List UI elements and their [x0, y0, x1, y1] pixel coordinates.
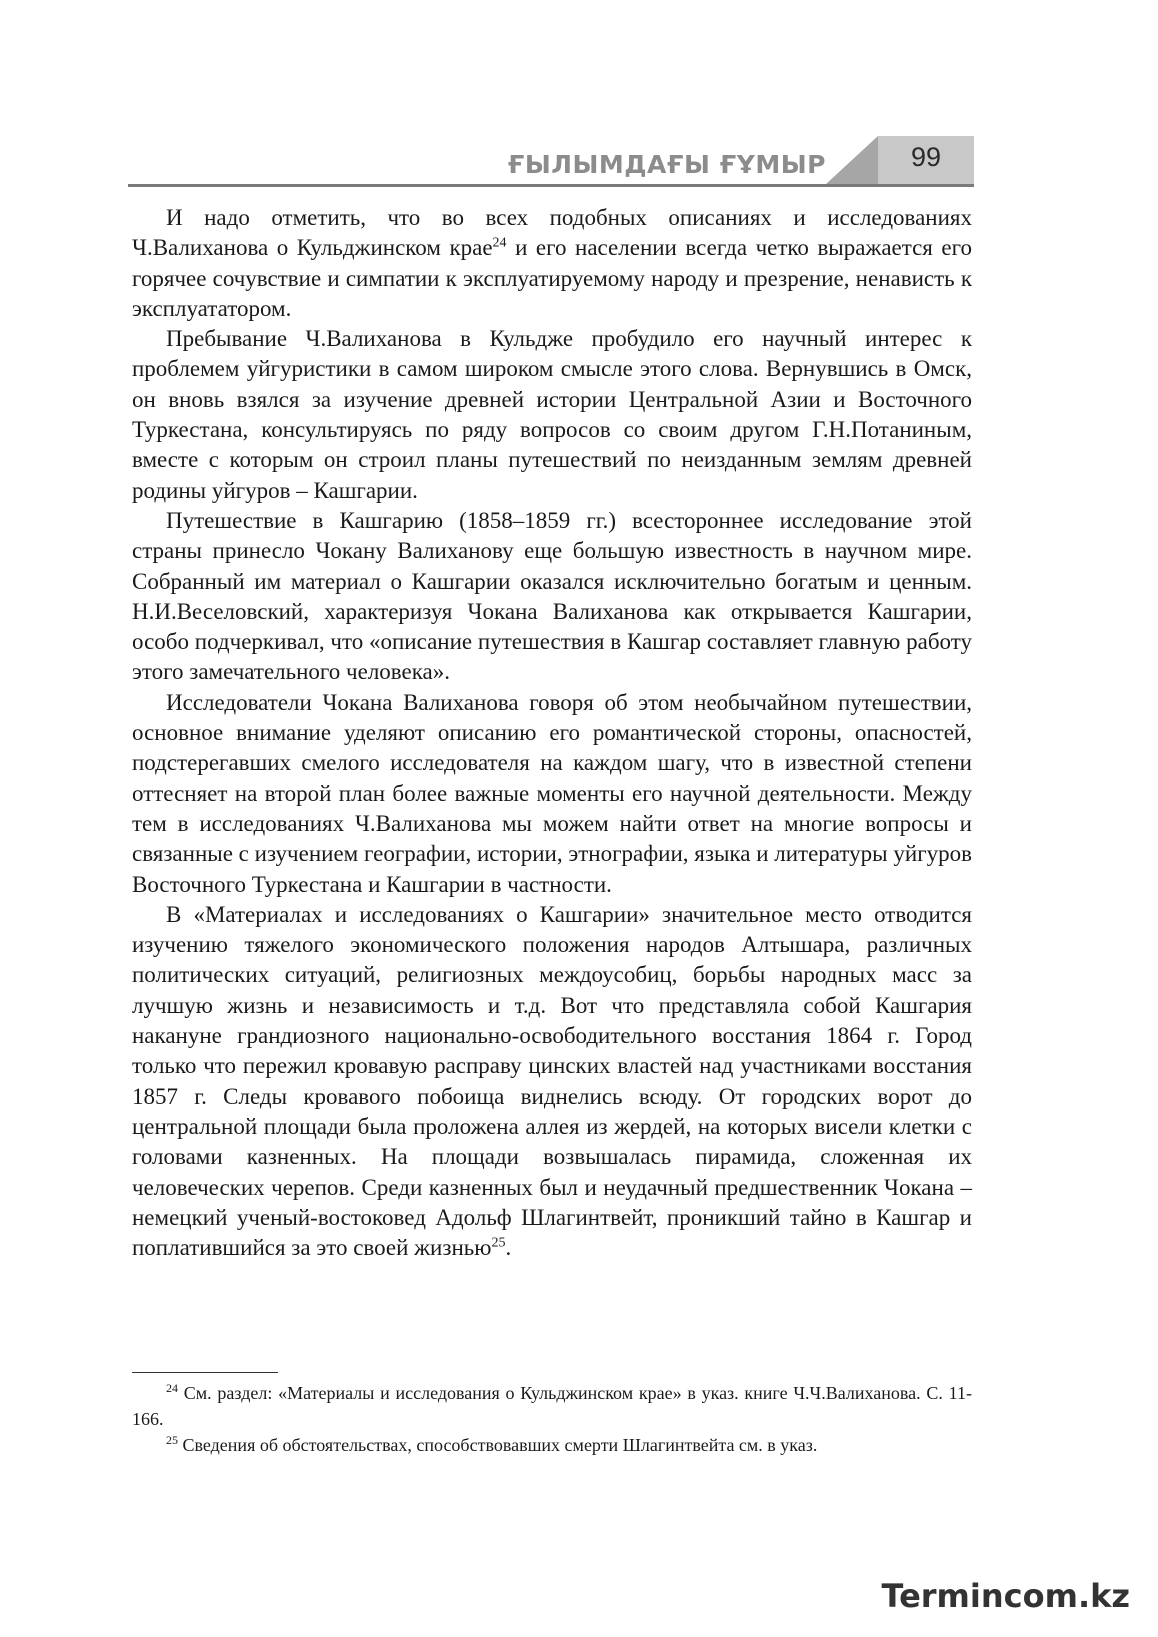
footnotes: [132, 1380, 972, 1458]
footnote: [132, 1380, 972, 1432]
paragraph: [132, 506, 972, 688]
paragraph-text: Путешествие в Кашгарию (1858–1859 гг.) всестороннее исследование этой страны принесло Чокану Валиханову еще большую известность в научном мире. Собранный им материал о Кашгарии оказался исключительно богатым и ценным. Н.И.Веселовский, характеризуя Чокана Валиханова как открывается Кашгарии, особо подчеркивал, что «описание путешествия в Кашгар составляет главную работу этого замечательного человека».: [132, 507, 972, 685]
page-number: 99: [910, 142, 942, 172]
paragraph-text: И надо отметить, что во всех подобных описаниях и исследованиях Ч.Валиханова о Кульджинском крае: [132, 205, 972, 261]
paragraph-text: и его населении всегда четко выражается его горячее сочувствие и симпатии к эксплуатируемому народу и презрение, ненависть к эксплуататором.: [132, 235, 972, 321]
footnote-number: 25: [166, 1433, 178, 1447]
paragraph-text: .: [505, 1235, 512, 1261]
paragraph-text: Пребывание Ч.Валиханова в Кульдже пробудило его научный интерес к проблемем уйгуристики в самом широком смысле этого слова. Вернувшись в Омск, он вновь взялся за изучение древней истории Центральной Азии и Восточного Туркестана, консультируясь по ряду вопросов со своим другом Г.Н.Потаниным, вместе с которым он строил планы путешествий по неизданным землям древней родины уйгуров – Кашгарии.: [132, 326, 972, 503]
footnote-number: 24: [166, 1381, 178, 1395]
header-wedge: [826, 136, 878, 184]
footnote-ref[interactable]: 24: [492, 235, 507, 251]
footnote-separator: [132, 1372, 278, 1373]
main-text: [132, 203, 972, 1263]
footnote-text: Сведения об обстоятельствах, способствовавших смерти Шлагинтвейта см. в указ.: [178, 1435, 818, 1455]
running-title: ҒЫЛЫМДАҒЫ ҒҰМЫР: [507, 150, 826, 179]
footnote-text: См. раздел: «Материалы и исследования о Кульджинском крае» в указ. книге Ч.Ч.Валиханова. С. 11-166.: [132, 1383, 972, 1429]
paragraph: [132, 900, 972, 1264]
paragraph: [132, 203, 972, 324]
header-rule: [128, 184, 974, 187]
running-header: [128, 136, 974, 188]
paragraph-text: Исследователи Чокана Валиханова говоря об этом необычайном путешествии, основное внимание уделяют описанию его романтической стороны, опасностей, подстерегавших смелого исследователя на каждом шагу, что в известной степени оттесняет на второй план более важные моменты его научной деятельности. Между тем в исследованиях Ч.Валиханова мы можем найти ответ на многие вопросы и связанные с изучением географии, истории, этнографии, языка и литературы уйгуров Восточного Туркестана и Кашгарии в частности.: [132, 689, 972, 897]
paragraph: [132, 688, 972, 900]
paragraph: [132, 324, 972, 506]
paragraph-text: В «Материалах и исследованиях о Кашгарии» значительное место отводится изучению тяжелого экономического положения народов Алтышара, различных политических ситуаций, религиозных междоусобиц, борьбы народных масс за лучшую жизнь и независимость и т.д. Вот что представляла собой Кашгария накануне грандиозного национально-освободительного восстания 1864 г. Город только что пережил кровавую расправу цинских властей над участниками восстания 1857 г. Следы кровавого побоища виднелись всюду. От городских ворот до центральной площади была проложена аллея из жердей, на которых висели клетки с головами казненных. На площади возвышалась пирамида, сложенная их человеческих черепов. Среди казненных был и неудачный предшественник Чокана – немецкий ученый-востоковед Адольф Шлагинтвейт, проникший тайно в Кашгар и поплатившийся за это своей жизнью: [132, 901, 972, 1261]
watermark-logo: Termincom.kz: [881, 1577, 1130, 1615]
footnote-ref[interactable]: 25: [491, 1235, 506, 1251]
footnote: [132, 1432, 972, 1458]
